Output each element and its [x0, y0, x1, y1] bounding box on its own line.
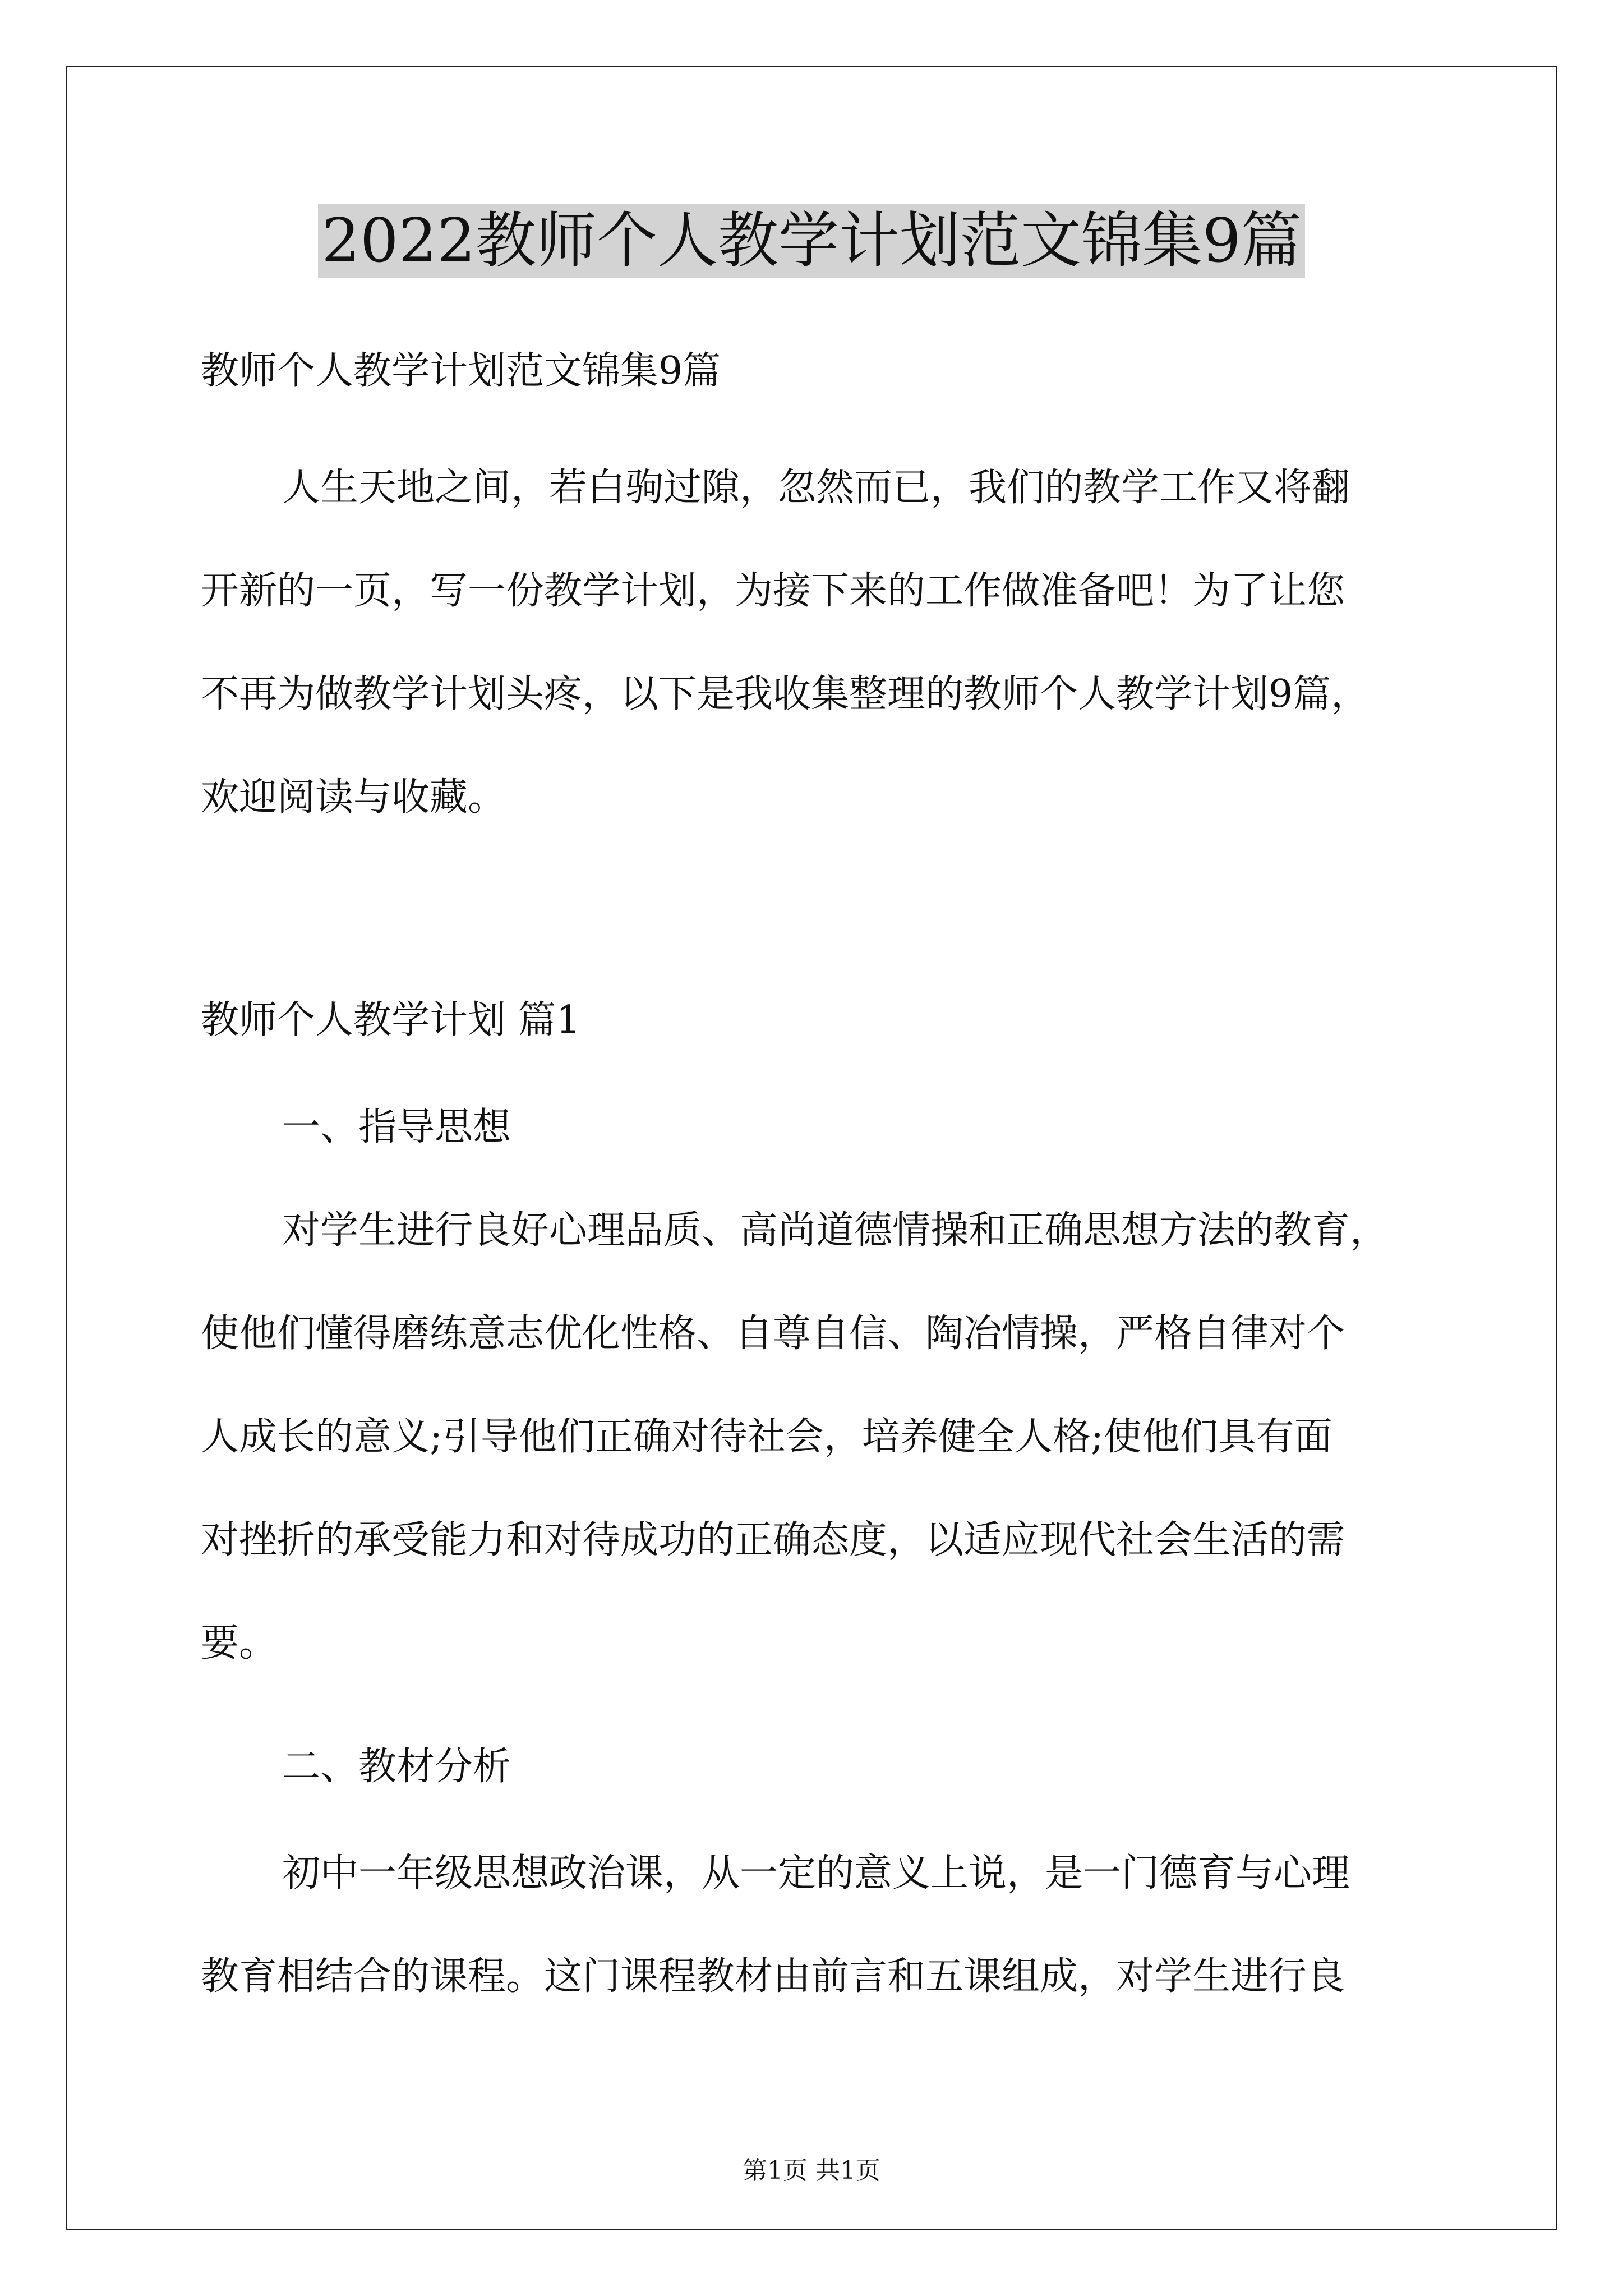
heading-guiding-ideology [201, 1076, 1451, 1179]
section-heading [201, 969, 1451, 1072]
page-footer [0, 2154, 1623, 2188]
section-heading-text: 教师个人教学计划 篇1 [201, 998, 580, 1042]
document-subtitle [201, 320, 1451, 423]
document-title [0, 202, 1623, 280]
intro-line: 不再为做教学计划头疼，以下是我收集整理的教师个人教学计划9篇， [201, 672, 1370, 716]
para-1-line: 对学生进行良好心理品质、高尚道德情操和正确思想方法的教育， [282, 1208, 1389, 1253]
para-1-line: 人成长的意义;引导他们正确对待社会，培养健全人格;使他们具有面 [201, 1415, 1332, 1459]
para-1-line: 使他们懂得磨练意志优化性格、自尊自信、陶冶情操，严格自律对个 [201, 1312, 1345, 1356]
heading-textbook-analysis [201, 1715, 1451, 1819]
para-2-line: 初中一年级思想政治课，从一定的意义上说，是一门德育与心理 [282, 1851, 1350, 1895]
para-1-line: 要。 [201, 1621, 278, 1665]
intro-paragraph [201, 436, 1451, 849]
paragraph-guiding-ideology [201, 1179, 1451, 1695]
heading-1-text: 一、指导思想 [282, 1105, 511, 1149]
document-title-text: 2022教师个人教学计划范文锦集9篇 [318, 204, 1305, 278]
page-number: 第1页 共1页 [743, 2156, 880, 2185]
intro-line: 欢迎阅读与收藏。 [201, 775, 506, 820]
para-1-line: 对挫折的承受能力和对待成功的正确态度，以适应现代社会生活的需 [201, 1518, 1345, 1562]
intro-line: 开新的一页，写一份教学计划，为接下来的工作做准备吧！为了让您 [201, 569, 1345, 613]
para-2-line: 教育相结合的课程。这门课程教材由前言和五课组成，对学生进行良 [201, 1954, 1345, 1999]
intro-line: 人生天地之间，若白驹过隙，忽然而已，我们的教学工作又将翻 [282, 466, 1350, 510]
subtitle-line: 教师个人教学计划范文锦集9篇 [201, 349, 721, 393]
paragraph-textbook-analysis [201, 1822, 1451, 2028]
heading-2-text: 二、教材分析 [282, 1745, 511, 1789]
